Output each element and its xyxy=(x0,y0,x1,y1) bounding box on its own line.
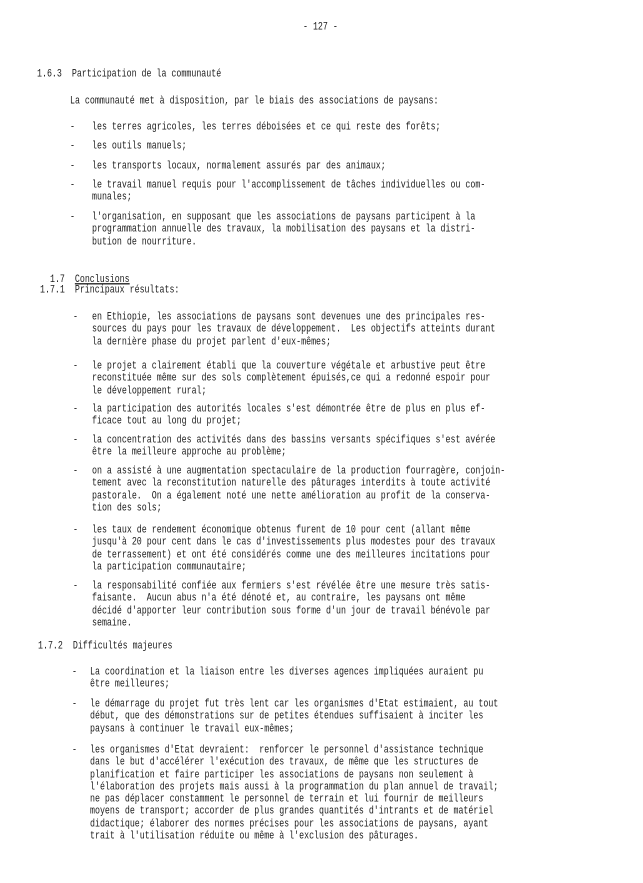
section-heading-1-7 xyxy=(40,257,130,287)
section-title: Conclusions xyxy=(74,274,130,287)
text-line: paysans à continuer le travail eux-mêmes; xyxy=(90,723,295,735)
text-line: le travail manuel requis pour l'accomplissement de tâches individuelles ou com- xyxy=(92,179,486,192)
text-line: on a assisté à une augmentation spectaculaire de la production fourragère, conjoin- xyxy=(92,465,506,478)
text-line: ficace tout au long du projet; xyxy=(92,415,242,428)
text-line: le projet a clairement établi que la couverture végétale et arbustive peut être xyxy=(92,360,486,373)
text-line: les terres agricoles, les terres déboisées et ce qui reste des forêts; xyxy=(92,121,441,134)
bullet-dash: - xyxy=(70,121,75,134)
text-line: l'élaboration des projets mais aussi à la programmation du plan annuel de travail; xyxy=(90,781,499,794)
text-line: programmation annuelle des travaux, la mobilisation des paysans et la distri- xyxy=(92,223,476,236)
text-line: pastorale. On a également noté une nette amélioration au profit de la conserva- xyxy=(92,490,491,502)
text-line: décidé d'apporter leur contribution sous forme d'un jour de travail bénévole par xyxy=(92,605,491,617)
text-line: trait à l'utilisation réduite ou même à l'exclusion des pâturages. xyxy=(90,830,419,843)
bullet-dash: - xyxy=(73,524,78,537)
text-line: reconstituée même sur des sols complètement épuisés,ce qui a redonné espoir pour xyxy=(92,372,491,385)
text-line: tion des sols; xyxy=(92,502,162,515)
text-line: le démarrage du projet fut très lent car les organismes d'Etat estimaient, au tout xyxy=(90,698,499,711)
text-line: bution de nourriture. xyxy=(92,236,197,248)
text-line: munales; xyxy=(92,191,132,204)
text-line: sources du pays pour les travaux de développement. Les objectifs atteints durant xyxy=(92,323,496,336)
text-line: début, que des démonstrations sur de petites étendues suffisaient à inciter les xyxy=(90,710,484,723)
text-line: les outils manuels; xyxy=(92,140,187,153)
text-line: l'organisation, en supposant que les associations de paysans participent à la xyxy=(92,211,476,224)
text-line: la concentration des activités dans des bassins versants spécifiques s'est avérée xyxy=(92,434,496,447)
bullet-dash: - xyxy=(73,311,78,324)
text-line: les taux de rendement économique obtenus furent de 10 pour cent (allant même xyxy=(92,524,471,537)
text-line: semaine. xyxy=(92,617,132,630)
text-line: jusqu'à 20 pour cent dans le cas d'investissements plus modestes pour des travaux xyxy=(92,536,496,549)
bullet-dash: - xyxy=(70,179,75,192)
text-line: la participation communautaire; xyxy=(92,561,247,574)
text-line: La coordination et la liaison entre les diverses agences impliquées auraient pu xyxy=(90,666,484,679)
text-line: de terrassement) et ont été considérés comme une des meilleures incitations pour xyxy=(92,549,491,561)
text-line: les organismes d'Etat devraient: renforcer le personnel d'assistance technique xyxy=(90,744,484,757)
section-heading-1-7-1: 1.7.1 Principaux résultats: xyxy=(40,284,180,297)
text-line: en Ethiopie, les associations de paysans sont devenues une des principales res- xyxy=(92,311,486,324)
text-line: être la meilleure approche au problème; xyxy=(92,446,287,459)
bullet-dash: - xyxy=(73,360,78,373)
bullet-dash: - xyxy=(72,666,77,679)
bullet-dash: - xyxy=(73,465,78,478)
bullet-dash: - xyxy=(72,744,77,757)
bullet-dash: - xyxy=(72,698,77,711)
bullet-dash: - xyxy=(73,580,78,593)
text-line: faisante. Aucun abus n'a été dénoté et, au contraire, les paysans ont même xyxy=(92,592,466,605)
text-line: tement avec la reconstitution naturelle des pâturages interdits à toute activité xyxy=(92,477,491,490)
page-number: - 127 - xyxy=(303,21,338,34)
text-line: ne pas déplacer constamment le personnel de terrain et lui fournir de meilleurs xyxy=(90,793,484,806)
text-line: dans le but d'accélérer l'exécution des travaux, de même que les structures de xyxy=(90,756,479,769)
section-number: 1.7 xyxy=(49,274,65,287)
text-line: la participation des autorités locales s'est démontrée être de plus en plus ef- xyxy=(92,403,486,416)
text-line: le développement rural; xyxy=(92,385,207,397)
bullet-dash: - xyxy=(70,211,75,224)
bullet-dash: - xyxy=(70,160,75,173)
text-line: être meilleures; xyxy=(90,678,170,691)
intro-paragraph: La communauté met à disposition, par le biais des associations de paysans: xyxy=(70,95,439,108)
section-heading-1-6-3: 1.6.3 Participation de la communauté xyxy=(37,68,222,81)
text-line: les transports locaux, normalement assurés par des animaux; xyxy=(92,160,386,173)
text-line: la responsabilité confiée aux fermiers s'est révélée être une mesure très satis- xyxy=(92,580,491,593)
text-line: la dernière phase du projet parlent d'eux-mêmes; xyxy=(92,336,331,348)
section-heading-1-7-2: 1.7.2 Difficultés majeures xyxy=(38,640,173,653)
bullet-dash: - xyxy=(73,434,78,447)
text-line: planification et faire participer les associations de paysans non seulement à xyxy=(90,769,474,781)
bullet-dash: - xyxy=(73,403,78,416)
text-line: moyens de transport; accorder de plus grandes quantités d'intrants et de matériel xyxy=(90,805,494,818)
bullet-dash: - xyxy=(70,140,75,153)
text-line: didactique; élaborer des normes précises pour les associations de paysans, ayant xyxy=(90,818,489,830)
